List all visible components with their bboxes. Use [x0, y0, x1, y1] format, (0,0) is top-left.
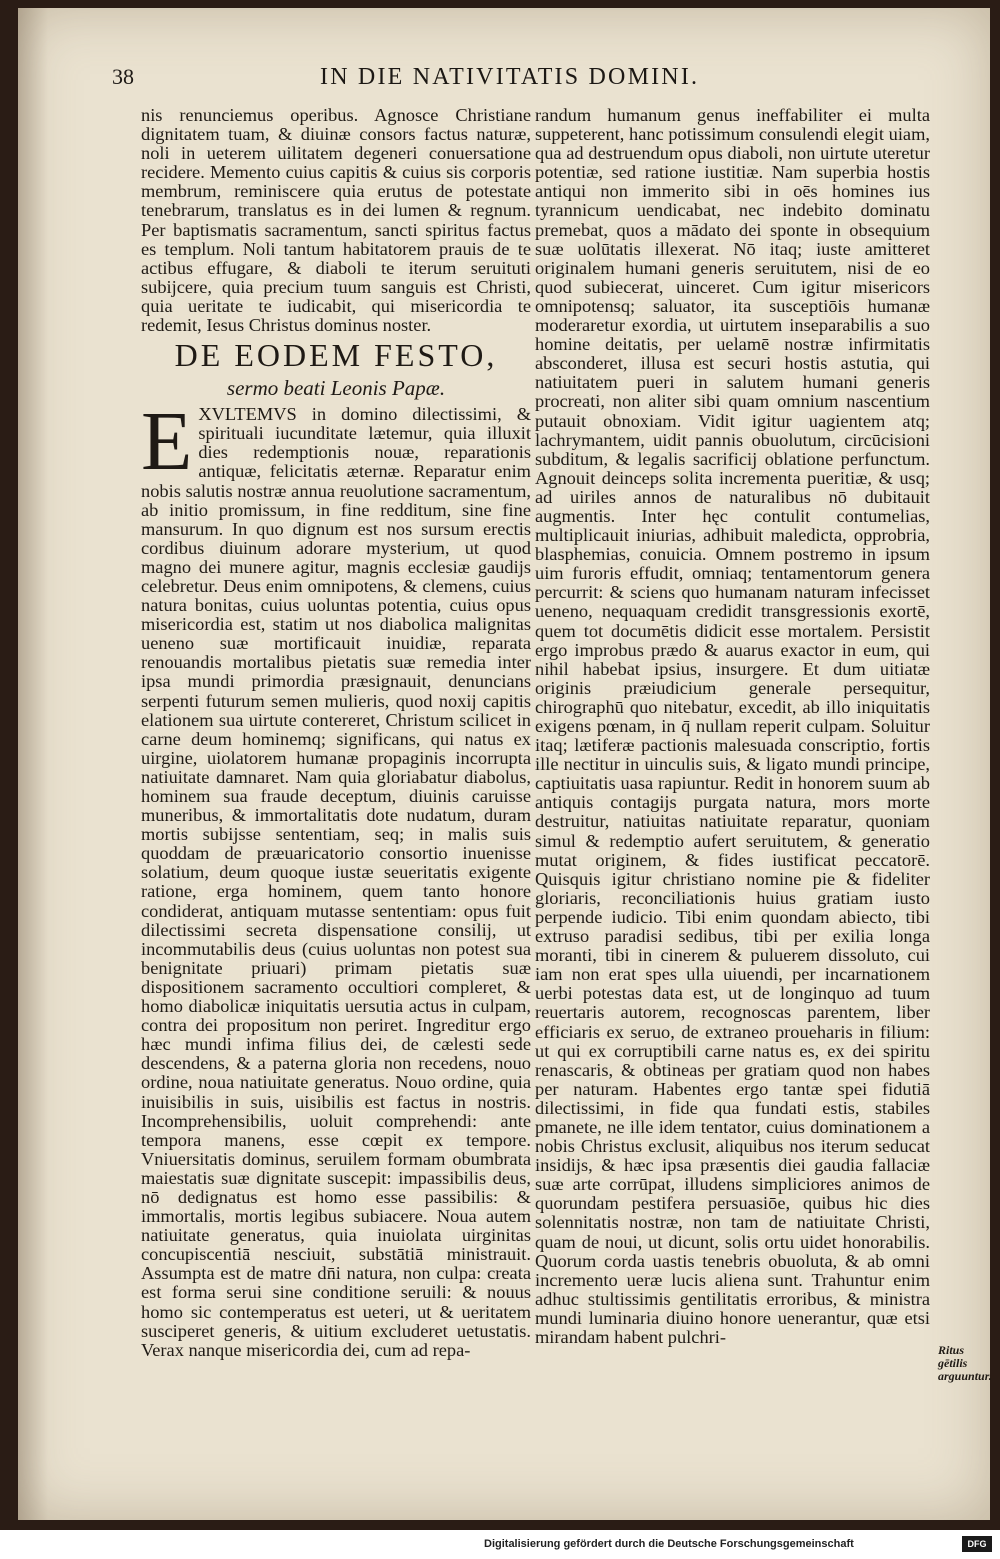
- right-column: [535, 106, 930, 1404]
- left-column: [141, 106, 531, 1404]
- drop-cap: E: [141, 395, 193, 489]
- digitization-footer: [0, 1530, 1000, 1559]
- page-number: 38: [112, 64, 134, 89]
- left-column-text-1: nis renunciemus operibus. Agnosce Christiane dignitatem tuam, & diuinæ consors factus naturæ, noli in ueterem uilitatem degeneri conuersatione recidere. Memento cuius capitis & cuius sis corporis membrum, reminiscere quia erutus de potestate tenebrarum, translatus es in dei lumen & regnum. Per baptismatis sacramentum, sancti spiritus factus es templum. Noli tantum habitatorem prauis de te actibus effugare, & diaboli te iterum seruituti subijcere, quia precium tuum sanguis est Christi, quia ueritate te iudicabit, qui misericordia te redemit, Iesus Christus dominus noster.: [141, 106, 531, 336]
- paper-page: [18, 8, 990, 1520]
- running-head: [18, 64, 990, 98]
- funding-note: Digitalisierung gefördert durch die Deutsche Forschungsgemeinschaft: [484, 1538, 854, 1550]
- marginal-note: Ritus gētilis arguuntur.: [938, 1343, 992, 1383]
- sermon-body-start: XVLTEMVS in domino dilectissimi, & spirituali iucunditate lætemur, quia illuxit dies redemptionis nouæ, reparationis antiquæ, felicitatis æternæ. Reparatur enim nobis salutis nostræ annua reuolutione sacramentum, ab initio promissum, in fine redditum, sine fine mansurum. In quo dignum est nos sursum erectis cordibus diuinum adorare mysterium, ut quod magno dei munere agitur, magnis ecclesiæ gaudijs celebretur. Deus enim omnipotens, & clemens, cuius natura bonitas, cuius uoluntas potentia, cuius opus misericordia est, statim ut nos diabolica malignitas ueneno suæ mortificauit inuidiæ, reparata renouandis mortalibus pietatis suæ remedia inter ipsa mundi primordia præsignauit, denuncians serpenti futurum semen mulieris, quod noxij capitis elationem sua uirtute contereret, Christum scilicet in carne deum hominemq; significans, qui natus ex uirgine, uiolatorem humanæ propaginis incorrupta natiuitate damnaret. Nam quia gloriabatur diabolus, hominem sua fraude deceptum, diuinis caruisse muneribus, & immortalitatis dote nudatum, duram mortis subijsse sententiam, seq; in malis suis quoddam de præuaricatorio consortio inuenisse solatium, deum quoque iustæ seueritatis exigente ratione, erga hominem, quem tanto honore condiderat, antiquam mutasse sententiam: opus fuit dilectissimi secreta dispensatione consilij, ut incommutabilis deus (cuius uoluntas non potest sua benignitate priuari) primam pietatis suæ dispositionem sacramento occultiori compleret, & homo diabolicæ iniquitatis uersutia actus in culpam, contra dei propositum non periret. Ingreditur ergo hæc mundi infima filius dei, de cælesti sede descendens, & a paterna gloria non recedens, nouo ordine, noua natiuitate generatus. Nouo ordine, quia inuisibilis in suis, uisibilis est factus in nostris. Incomprehensibilis, uoluit comprehendi: ante tempora manens, esse cœpit ex tempore. Vniuersitatis dominus, seruilem formam obumbrata maiestatis suæ dignitate suscepit: impassibilis deus, nō dedignatus est homo esse passibilis: & immortalis, mortis legibus subiacere. Noua autem natiuitate generatus, quia inuiolata uirginitas concupiscentiā nesciuit, substātiā ministrauit. Assumpta est de matre dn̄i natura, non culpa: creata est forma serui sine conditione seruili: & nouus homo sic contemperatus est ueteri, ut & ueritatem susciperet generis, & uitium excluderet uetustatis. Verax nanque misericordia dei, cum ad repa-: [141, 404, 531, 1360]
- right-column-text: randum humanum genus ineffabiliter ei multa suppeterent, hanc potissimum consulendi elegit uiam, qua ad destruendum opus diaboli, non uirtute uteretur potentiæ, sed ratione iustitiæ. Nam superbia hostis antiqui non immerito sibi in oēs homines ius tyrannicum uendicabat, nec indebito dominatu premebat, quos a mādato dei sponte in obsequium suæ uolūtatis illexerat. Nō itaq; iuste amitteret originalem humani generis seruitutem, nisi de eo quod subiecerat, uinceret. Cum igitur misericors omnipotensq; saluator, ita susceptiōis humanæ moderaretur exordia, ut uirtutem inseparabilis a suo homine deitatis, per uelamē nostræ infirmitatis absconderet, illusa est securi hostis astutia, qui natiuitatem pueri in salutem humani generis procreati, non aliter sibi quam omnium nascentium putauit obnoxiam. Vidit igitur uagientem atq; lachrymantem, uidit pannis obuolutum, circūcisioni subditum, & legalis sacrificij oblatione perfunctum. Agnouit deinceps solita incrementa pueritiæ, & usq; ad uiriles annos de naturalibus nō dubitauit augmentis. Inter hęc contulit contumelias, multiplicauit iniurias, adhibuit maledicta, opprobria, blasphemias, conuicia. Omnem postremo in ipsum uim furoris effudit, omniaq; tentamentorum genera percurrit: & sciens quo humanam naturam infecisset ueneno, nequaquam credidit transgressionis exortē, quem tot documētis didicit esse mortalem. Persistit ergo improbus prædo & auarus exactor in eum, qui nihil habebat ipsius, insurgere. Et dum uitiatæ originis præiudicium generale persequitur, chirographū quo nitebatur, excedit, ab illo iniquitatis exigens pœnam, in q̄ nullam reperit culpam. Soluitur itaq; lætiferæ pactionis malesuada conscriptio, fortis ille nectitur in uinculis suis, & ligato mundi principe, captiuitatis uasa rapiuntur. Redit in honorem suum ab antiquis contagijs purgata natura, mors morte destruitur, natiuitas natiuitate reparatur, quoniam simul & redemptio aufert seruitutem, & generatio mutat originem, & fides iustificat peccatorē. Quisquis igitur christiano nomine pie & fideliter gloriaris, reconciliationis huius gratiam iusto perpende iudicio. Tibi enim quondam abiecto, tibi extruso paradisi sedibus, tibi per exilia longa moranti, tibi in cinerem & puluerem dissoluto, cui iam non erat spes ulla uiuendi, per incarnationem uerbi potestas data est, ut de longinquo ad tuum reuertaris autorem, recognoscas parentem, liber efficiaris ex seruo, de extraneo proueharis in filium: ut qui ex corruptibili carne natus es, ex dei spiritu renascaris, & obtineas per gratiam quod non habes per naturam. Habentes ergo tantæ spei fidutiā dilectissimi, in fide qua fundati estis, stabiles pmanete, ne ille idem tentator, cuius dominationem a nobis Christus exclusit, aliquibus nos iterum seducat insidijs, & hæc ipsa præsentis diei gaudia fallaciæ suæ arte corrūpat, illudens simpliciores animos de quorundam pestifera persuasiōe, quibus hic dies solennitatis nostræ, non tam de natiuitate Christi, quam de noui, ut dicunt, solis ortu uidet honorabilis. Quorum corda uastis tenebris obuoluta, & ab omni incremento ueræ lucis aliena sunt. Trahuntur enim adhuc stultissimis gentilitatis erroribus, & ministra mundi luminaria diuino honore uenerantur, quæ etsi mirandam habent pulchri-: [535, 106, 930, 1347]
- running-title: IN DIE NATIVITATIS DOMINI.: [320, 64, 700, 90]
- sermon-subheading: sermo beati Leonis Papæ.: [226, 376, 446, 401]
- dfg-logo: DFG: [962, 1536, 992, 1552]
- left-column-text-2: [141, 395, 531, 1360]
- sermon-heading: DE EODEM FESTO,: [174, 337, 498, 374]
